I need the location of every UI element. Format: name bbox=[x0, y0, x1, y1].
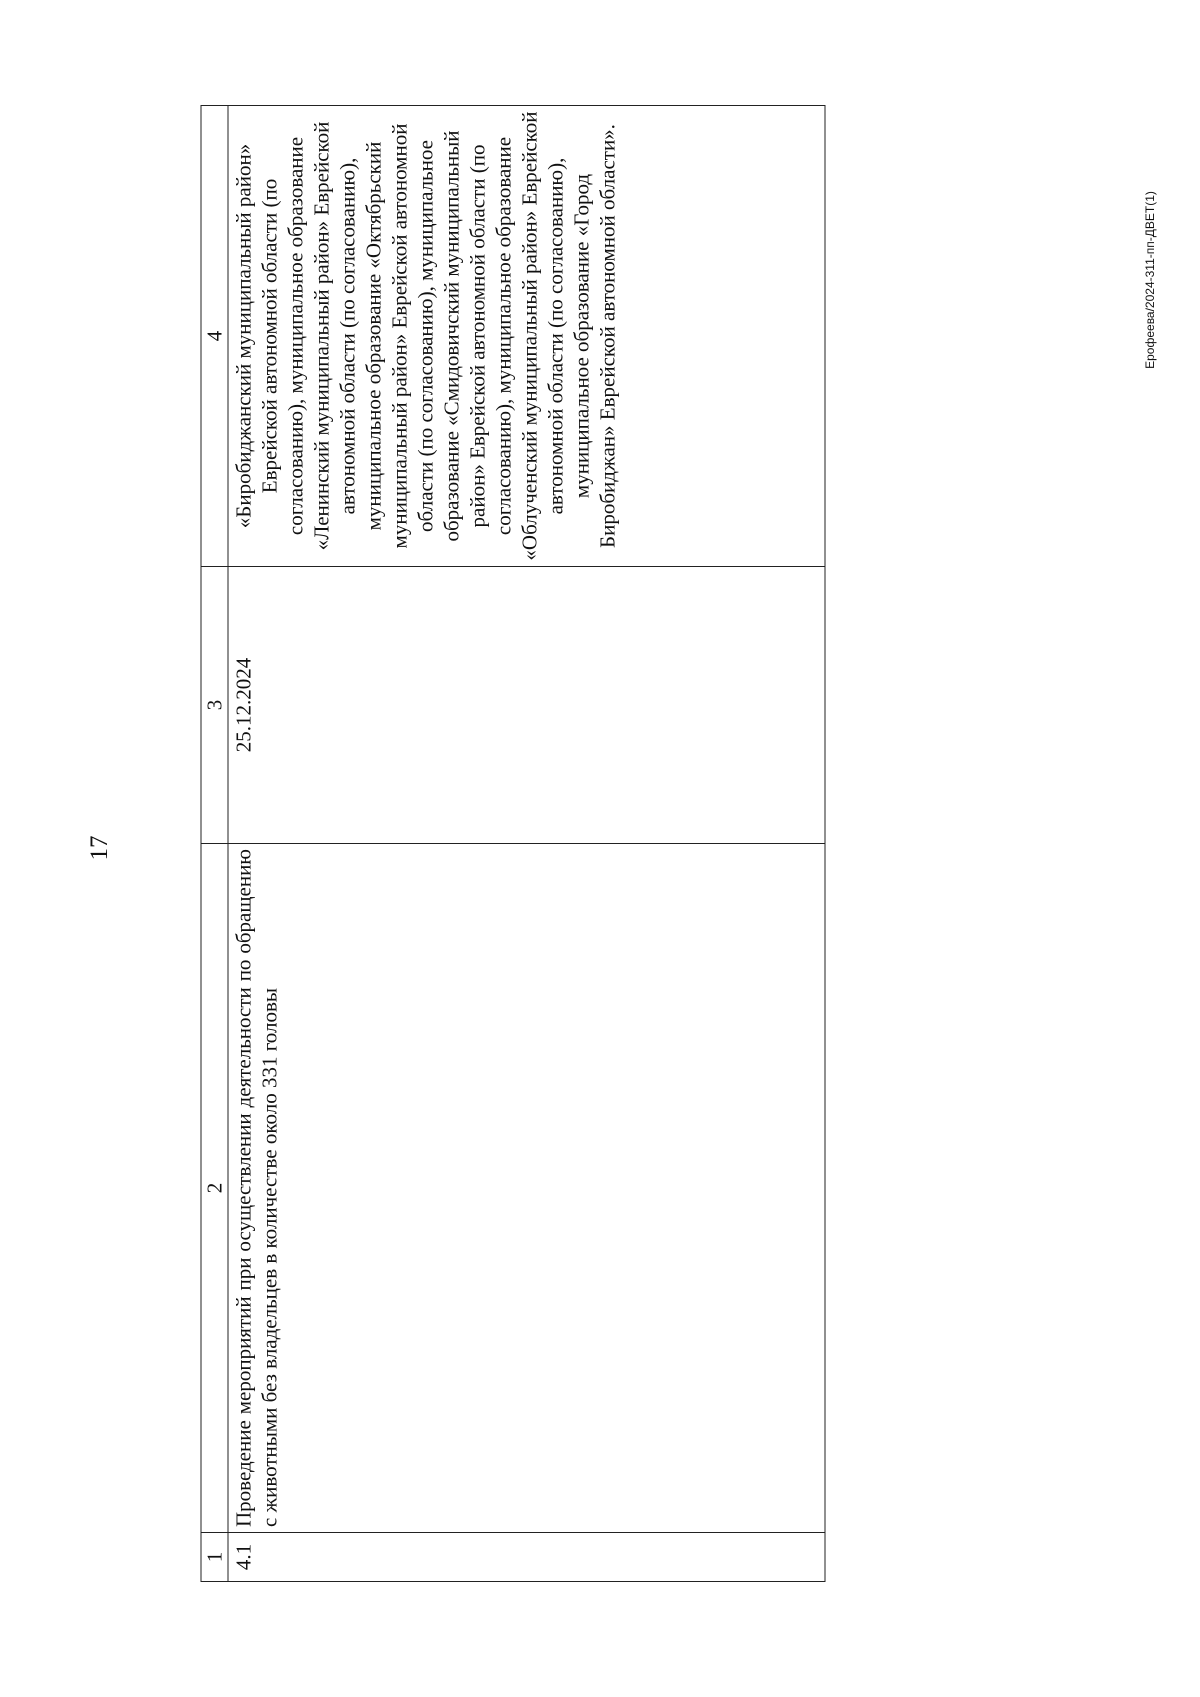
table-row bbox=[228, 106, 825, 1582]
plan-table bbox=[200, 111, 825, 1582]
page-number: 17 bbox=[86, 835, 113, 861]
date-cell: 25.12.2024 bbox=[228, 567, 825, 844]
column-header-3: 3 bbox=[201, 567, 228, 844]
row-number-cell: 4.1 bbox=[228, 1533, 825, 1582]
activity-cell: Проведение мероприятий при осуществлении деятельности по обращению с животными без владельцев в количестве около 331 головы bbox=[228, 844, 825, 1533]
executors-cell: «Биробиджанский муниципальный район» Еврейской автономной области (по согласованию), муниципальное образование «Ленинский муниципальный район» Еврейской автономной области (по согласованию), муниципальное образование «Октябрьский муниципальный район» Еврейской автономной области (по согласованию), муниципальное образование «Смидовичский муниципальный район» Еврейской автономной области (по согласованию), муниципальное образование «Облученский муниципальный район» Еврейской автономной области (по согласованию), муниципальное образование «Город Биробиджан» Еврейской автономной области». bbox=[228, 106, 825, 567]
table-header-row bbox=[201, 106, 228, 1582]
plan-table-grid bbox=[200, 105, 825, 1582]
column-header-4: 4 bbox=[201, 106, 228, 567]
column-header-1: 1 bbox=[201, 1533, 228, 1582]
column-header-2: 2 bbox=[201, 844, 228, 1533]
document-code: Ерофеева/2024-311-пп-ДВЕТ(1) bbox=[1143, 191, 1157, 369]
